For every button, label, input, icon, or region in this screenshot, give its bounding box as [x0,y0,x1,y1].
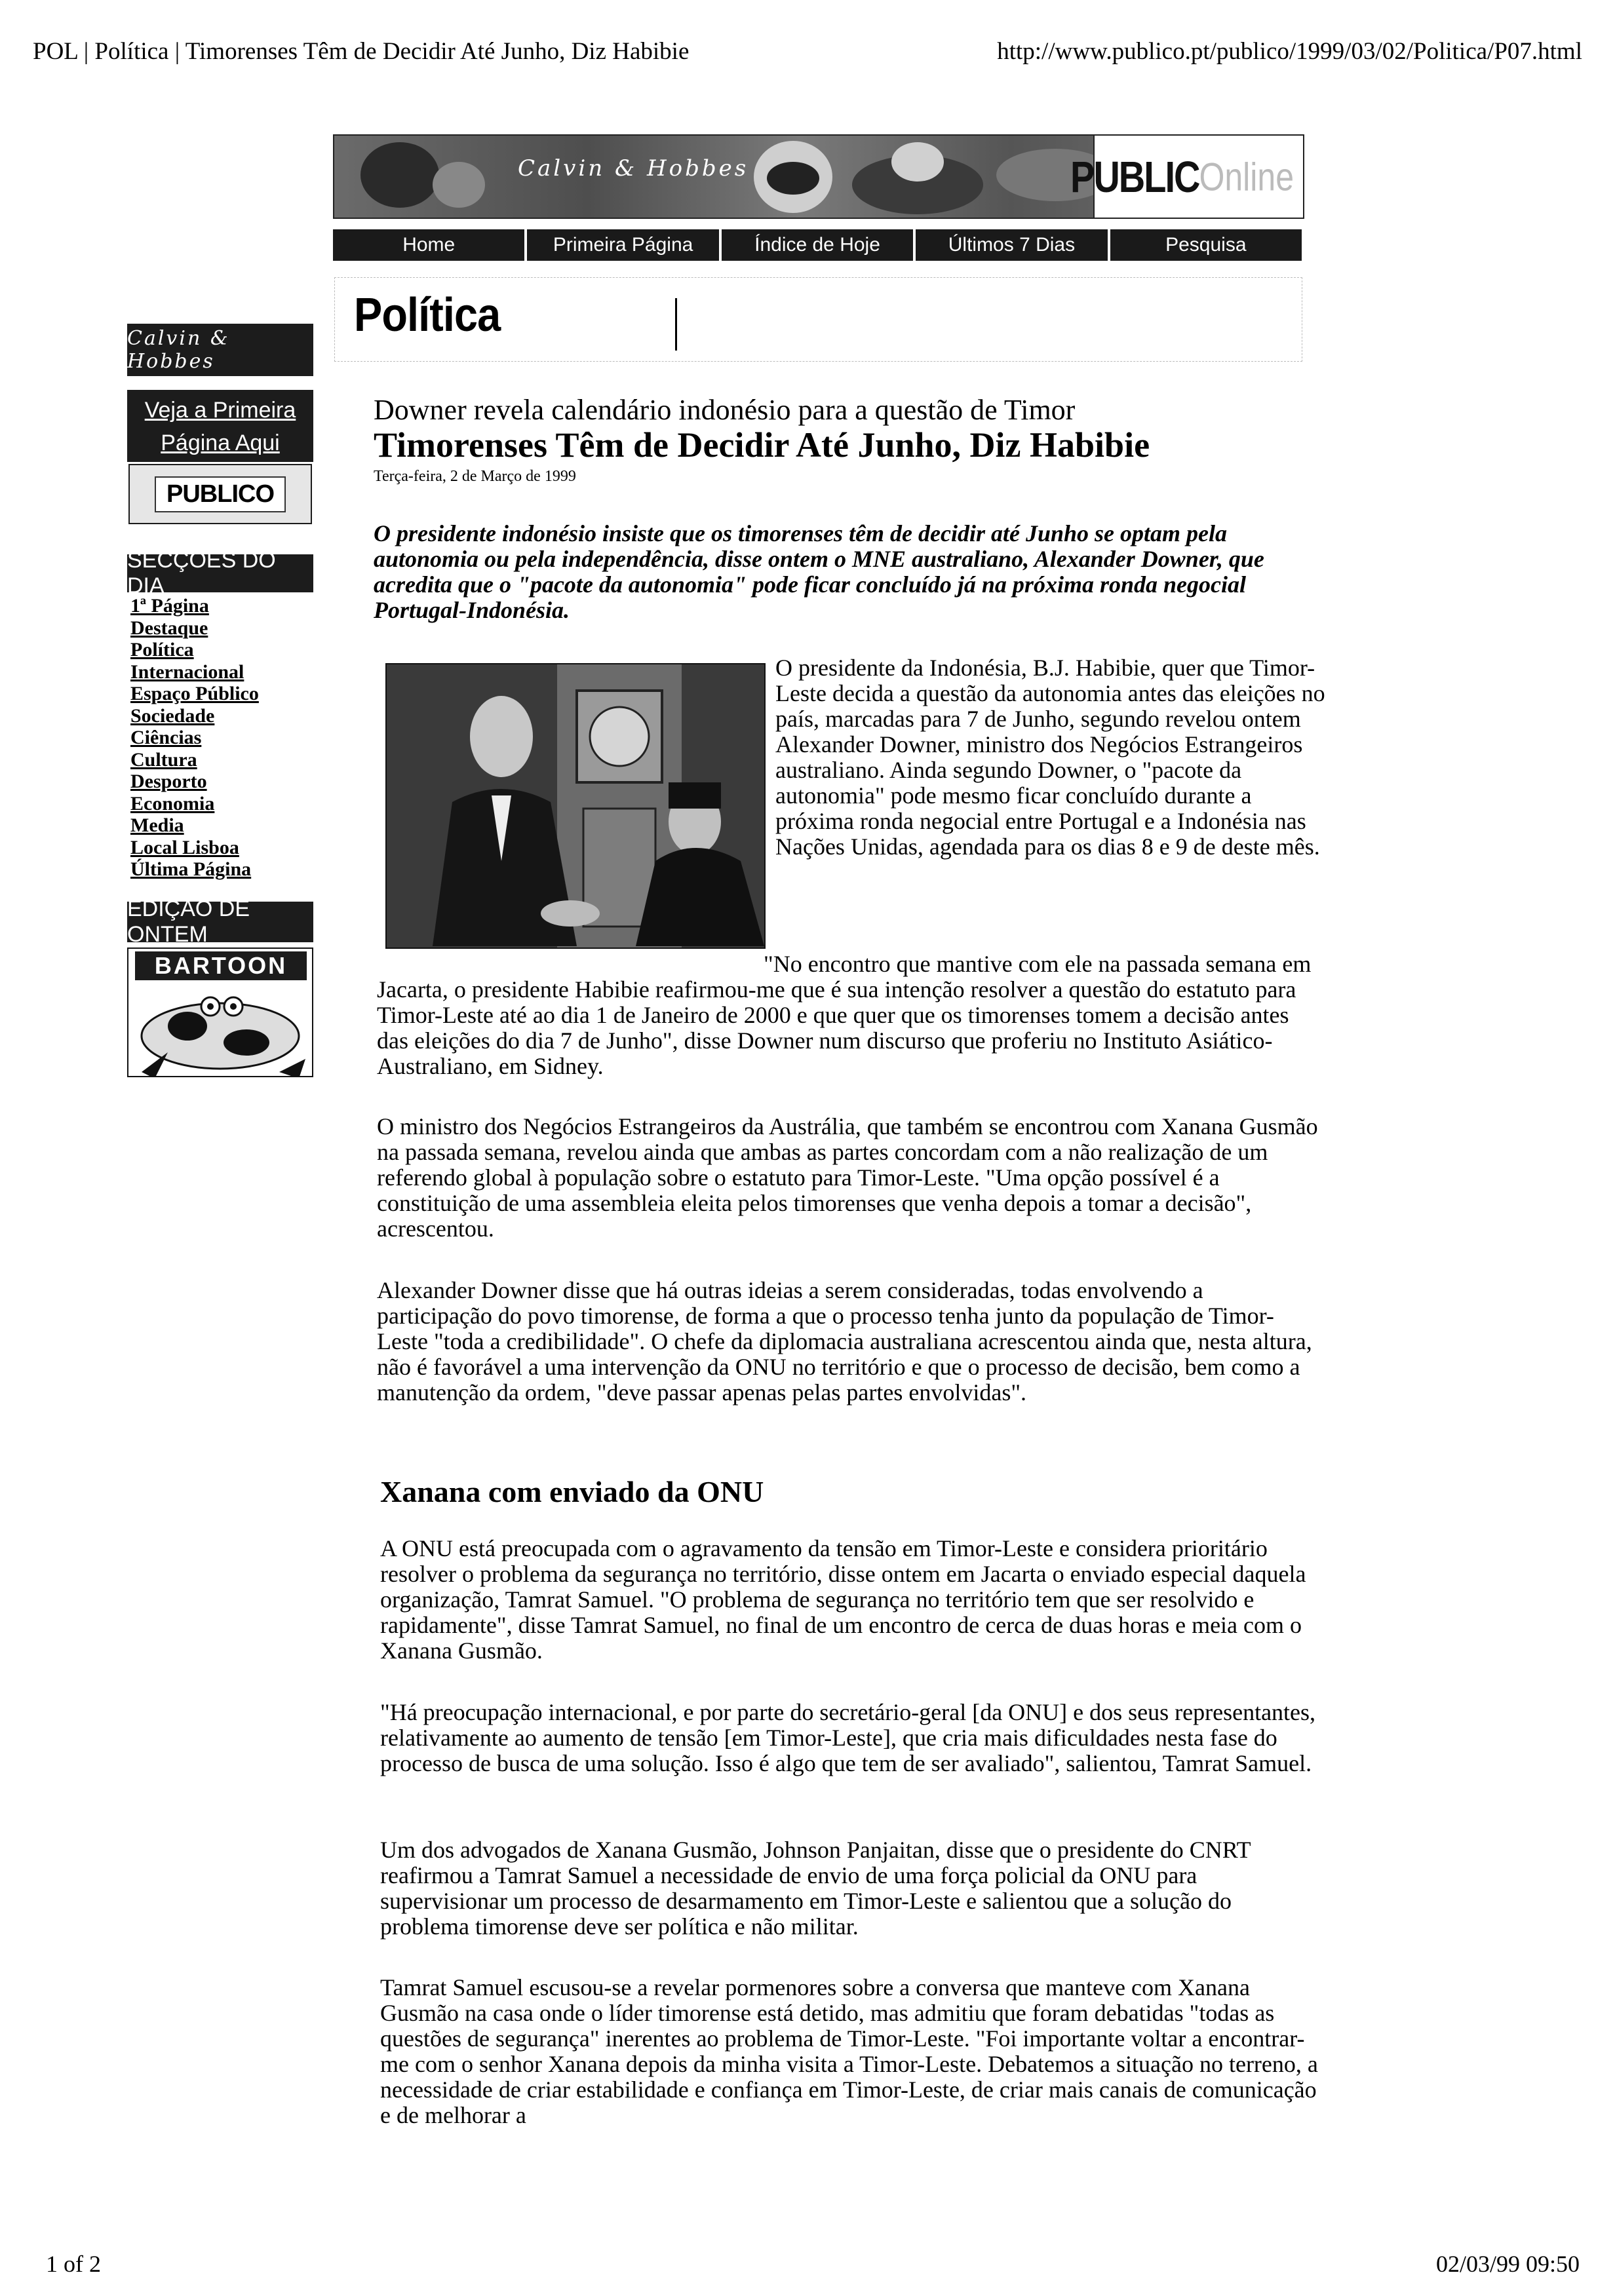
publico-thumbnail-logo: PUBLICO [155,476,286,512]
section-link-ciencias[interactable]: Ciências [130,727,202,748]
section-link-politica[interactable]: Política [130,639,194,660]
bartoon-cartoon-image [128,980,312,1077]
photo-image [387,664,764,947]
section-link-espaco-publico[interactable]: Espaço Público [130,683,259,704]
section-divider [675,298,677,351]
veja-primeira-pagina-link[interactable] [127,390,313,462]
site-banner[interactable] [333,134,1304,219]
section-link-cultura[interactable]: Cultura [130,748,197,771]
bartoon-link[interactable] [127,947,313,1077]
section-link-sociedade[interactable]: Sociedade [130,704,215,727]
top-nav [333,229,1302,261]
article-photo [385,663,766,949]
bartoon-label: BARTOON [135,951,307,980]
nav-home[interactable]: Home [333,229,527,261]
sections-list [130,595,327,881]
print-page-url: http://www.publico.pt/publico/1999/03/02/Politica/P07.html [997,37,1582,65]
section-link-destaque[interactable]: Destaque [130,617,208,639]
article-paragraph-8: Tamrat Samuel escusou-se a revelar pormenores sobre a conversa que manteve com Xanana Gusmão na casa onde o líder timorense está detido, mas admitiu que foram debatidas "todas as questões de segurança" inerentes ao problema de Timor-Leste. "Foi importante voltar a encontrar-me com o senhor Xanana depois da minha visita a Timor-Leste. Debatemos a situação no terreno, a necessidade de criar estabilidade e confiança em Timor-Leste, de criar mais canais de comunicação e de melhorar a [380,1974,1318,2128]
veja-line-2: Página Aqui [161,430,280,455]
article-headline: Timorenses Têm de Decidir Até Junho, Diz Habibie [374,425,1150,465]
article-kicker: Downer revela calendário indonésio para a questão de Timor [374,394,1076,426]
section-link-desporto[interactable]: Desporto [130,771,207,792]
article-paragraph-3: O ministro dos Negócios Estrangeiros da Austrália, que também se encontrou com Xanana Gusmão na passada semana, revelou ainda que ambas as partes concordam com a não realização de um referendo global à população sobre o estatuto para Timor-Leste. "Uma opção possível é a constituição de uma assembleia eleita pelos timorenses que venha depois a tomar a decisão", acrescentou. [377,1113,1318,1242]
print-header [33,31,1582,71]
section-link-1a-pagina[interactable]: 1ª Página [130,595,209,617]
comic-strip-image [334,136,1180,218]
article-lead: O presidente indonésio insiste que os timorenses têm de decidir até Junho se optam pela autonomia ou pela independência, disse ontem o MNE australiano, Alexander Downer, que acredita que o "pacote da autonomia" pode ficar concluído já na próxima ronda negocial Portugal-Indonésia. [374,520,1264,623]
article-subhead: Xanana com enviado da ONU [380,1475,764,1508]
print-timestamp: 02/03/99 09:50 [1435,2251,1580,2277]
article-paragraph-7: Um dos advogados de Xanana Gusmão, Johnson Panjaitan, disse que o presidente do CNRT reafirmou a Tamrat Samuel a necessidade de envio de uma força policial da ONU para supervisionar um processo de desarmamento em Timor-Leste e salientou que a solução do problema timorense deve ser política e não militar. [380,1837,1251,1940]
article-dateline: Terça-feira, 2 de Março de 1999 [374,468,576,485]
banner-comic-label: Calvin & Hobbes [518,155,749,182]
section-link-economia[interactable]: Economia [130,792,215,814]
publico-online-logo[interactable]: PUBLIC Online [1093,136,1303,218]
article-paragraph-6: "Há preocupação internacional, e por parte do secretário-geral [da ONU] e dos seus representantes, relativamente ao aumento de tensão [em Timor-Leste], que cria mais dificuldades nesta fase do processo de busca de uma solução. Isso é algo que tem de ser avaliado", salientou, Tamrat Samuel. [380,1699,1316,1776]
section-title: Política [354,289,501,341]
veja-line-1: Veja a Primeira [144,398,296,423]
section-link-local-lisboa[interactable]: Local Lisboa [130,836,239,858]
article-paragraph-5: A ONU está preocupada com o agravamento da tensão em Timor-Leste e considera prioritário resolver o problema da segurança no território, disse ontem em Jacarta o enviado especial daquela organização, Tamrat Samuel. "O problema de segurança no território tem que ser resolvido e rapidamente", disse Tamrat Samuel, no final de um encontro de cerca de duas horas e meia com o Xanana Gusmão. [380,1535,1306,1664]
edicao-de-ontem-button[interactable]: EDIÇÃO DE ONTEM [127,902,313,942]
section-link-media[interactable]: Media [130,814,184,836]
sidebar-comic-logo[interactable]: Calvin & Hobbes [127,324,313,376]
article-paragraph-1: O presidente da Indonésia, B.J. Habibie, quer que Timor-Leste decida a questão da autonomia antes das eleições no país, marcadas para 7 de Junho, segundo revelou ontem Alexander Downer, ministro dos Negócios Estrangeiros australiano. Ainda segundo Downer, o "pacote da autonomia" pode mesmo ficar concluído durante a próxima ronda negocial entre Portugal e a Indonésia nas Nações Unidas, agendada para os dias 8 e 9 de deste mês. [775,655,1325,860]
nav-indice-de-hoje[interactable]: Índice de Hoje [722,229,916,261]
print-footer [46,2248,1580,2280]
article-paragraph-2: "No encontro que mantive com ele na passada semana em Jacarta, o presidente Habibie reafirmou-me que é sua intenção resolver a questão do estatuto para Timor-Leste até ao dia 1 de Janeiro de 2000 e que quer que os timorenses tomem a decisão antes das eleições do dia 7 de Junho", disse Downer num discurso que proferiu no Instituto Asiático-Australiano, em Sidney. [377,951,1312,1079]
publico-front-page-thumbnail[interactable] [128,464,312,524]
nav-pesquisa[interactable]: Pesquisa [1165,234,1247,256]
print-page-number: 1 of 2 [46,2251,101,2277]
print-page-title: POL | Política | Timorenses Têm de Decidir Até Junho, Diz Habibie [33,37,690,65]
seccoes-do-dia-heading: SECÇÕES DO DIA [127,554,313,592]
nav-ultimos-7-dias[interactable]: Últimos 7 Dias [916,229,1110,261]
section-link-internacional[interactable]: Internacional [130,660,244,683]
section-link-ultima-pagina[interactable]: Última Página [130,858,252,880]
article-paragraph-4: Alexander Downer disse que há outras ideias a serem consideradas, todas envolvendo a participação do povo timorense, de forma a que o processo tenha junto da população de Timor-Leste "toda a credibilidade". O chefe da diplomacia australiana acrescentou ainda que, nesta altura, não é favorável a uma intervenção da ONU no território e que o processo de decisão, bem como a manutenção da ordem, "deve passar apenas pelas partes envolvidas". [377,1277,1312,1406]
nav-primeira-pagina[interactable]: Primeira Página [527,229,721,261]
